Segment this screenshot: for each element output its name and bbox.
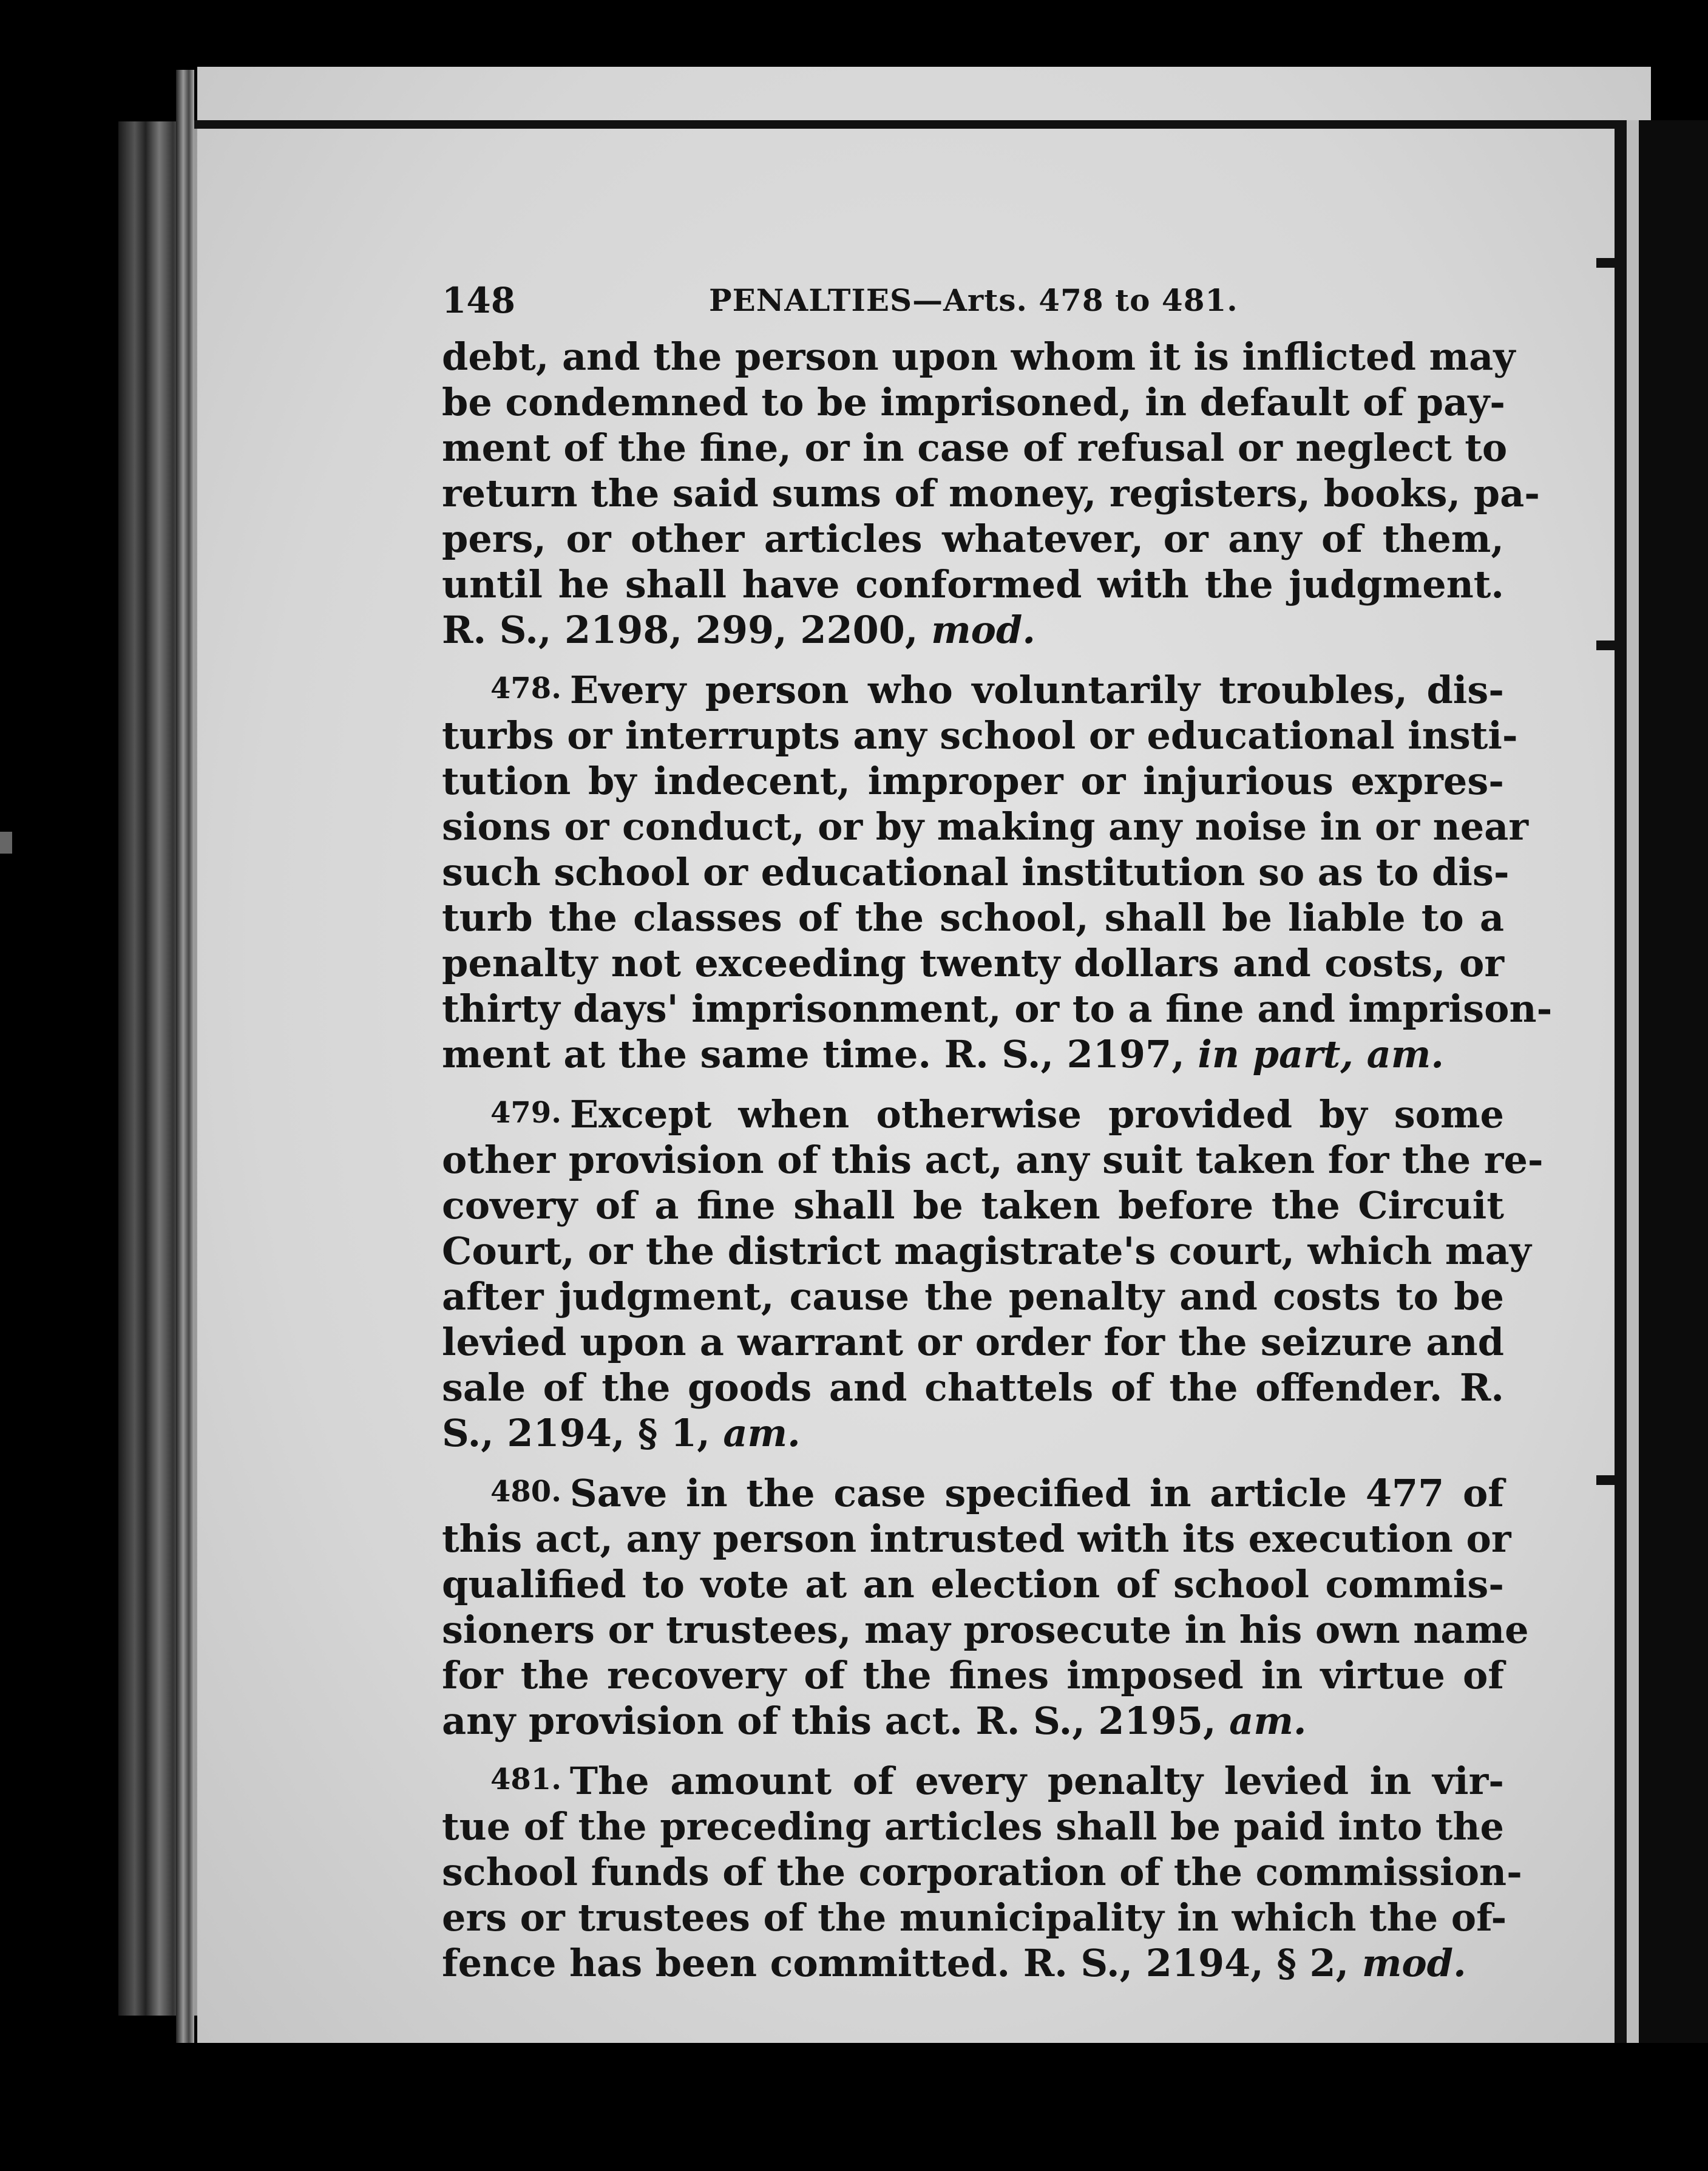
page-text [442,267,1553,1986]
text-line: turb the classes of the school, shall be liable to a [442,895,1504,940]
text-line: Court, or the district magistrate's court, which may [442,1229,1531,1273]
citation-italic: am. [1229,1699,1307,1743]
binding-tick-2 [1596,640,1627,650]
citation-line [442,607,1504,653]
text-line: covery of a fine shall be taken before the Circuit [442,1183,1504,1228]
citation-line: ment at the same time. R. S., 2197, in part, am. [442,1032,1444,1076]
binding-tick-3 [1596,1475,1627,1485]
article-first-line: 480. Save in the case specified in article 477 of [490,1471,1504,1515]
article-478 [442,666,1553,1077]
right-binding-bar [1615,120,1627,2063]
text-line: debt, and the person upon whom it is inflicted may [442,335,1516,379]
citation-line: fence has been committed. R. S., 2194, § 2, mod. [442,1941,1466,1985]
text-line: ment of the fine, or in case of refusal or neglect to [442,426,1508,470]
text-line: pers, or other articles whatever, or any of them, [442,517,1504,561]
citation-italic: mod. [1361,1941,1466,1985]
text-line: school funds of the corporation of the commission- [442,1850,1522,1894]
article-number: 479. [490,1096,561,1130]
text-line: after judgment, cause the penalty and costs to be [442,1274,1504,1319]
text-line: sions or conduct, or by making any noise in or near [442,804,1528,849]
binding-tick-1 [1596,258,1627,268]
citation-italic: in part, am. [1198,1032,1444,1076]
text-line: sioners or trustees, may prosecute in his own name [442,1608,1529,1652]
text-line: ers or trustees of the municipality in which the of- [442,1895,1507,1940]
page-number: 148 [442,280,516,321]
text-line: tution by indecent, improper or injurious expres- [442,759,1504,803]
binding-edge-left [176,70,194,2043]
article-number: 480. [490,1475,561,1509]
text-line: sale of the goods and chattels of the offender. R. [442,1365,1504,1410]
citation-italic: mod. [931,608,1035,652]
citation: R. S., 2198, 299, 2200, [442,608,918,652]
text-line: this act, any person intrusted with its execution or [442,1517,1511,1561]
text-line: return the said sums of money, registers, books, pa- [442,471,1540,515]
text-line: penalty not exceeding twenty dollars and costs, or [442,941,1504,985]
text-line: for the recovery of the fines imposed in virtue of [442,1653,1504,1697]
article-479 [442,1090,1544,1456]
text-line: thirty days' imprisonment, or to a fine and imprison- [442,987,1553,1031]
page-top-border [194,120,1651,129]
text-line: such school or educational institution so as to dis- [442,850,1510,894]
text-line: until he shall have conformed with the judgment. [442,562,1504,606]
text-line: turbs or interrupts any school or educational insti- [442,713,1518,758]
citation-line: S., 2194, § 1, am. [442,1411,801,1455]
article-481 [442,1757,1522,1986]
article-480 [442,1469,1529,1744]
article-first-line: 479. Except when otherwise provided by some [490,1092,1504,1136]
bottom-dark-margin [0,2043,1708,2171]
page-header [442,267,1504,334]
right-page-gap [1627,120,1639,2171]
article-first-line: 478. Every person who voluntarily troubles, dis- [490,668,1504,712]
text-line: other provision of this act, any suit taken for the re- [442,1138,1544,1182]
right-dark-margin [1639,120,1708,2171]
text-line: tue of the preceding articles shall be paid into the [442,1804,1504,1849]
left-scan-mark [0,832,12,854]
citation-italic: am. [723,1411,801,1455]
running-head: PENALTIES—Arts. 478 to 481. [709,282,1238,318]
page-stack-edge [118,121,209,2016]
text-line: qualified to vote at an election of school commis- [442,1562,1504,1606]
continuation-paragraph [442,334,1540,653]
article-first-line: 481. The amount of every penalty levied in vir- [490,1759,1504,1803]
text-line: levied upon a warrant or order for the seizure and [442,1320,1504,1364]
article-number: 481. [490,1762,561,1796]
citation-line: any provision of this act. R. S., 2195, am. [442,1699,1307,1743]
article-number: 478. [490,671,561,705]
text-line: be condemned to be imprisoned, in default of pay- [442,380,1506,424]
